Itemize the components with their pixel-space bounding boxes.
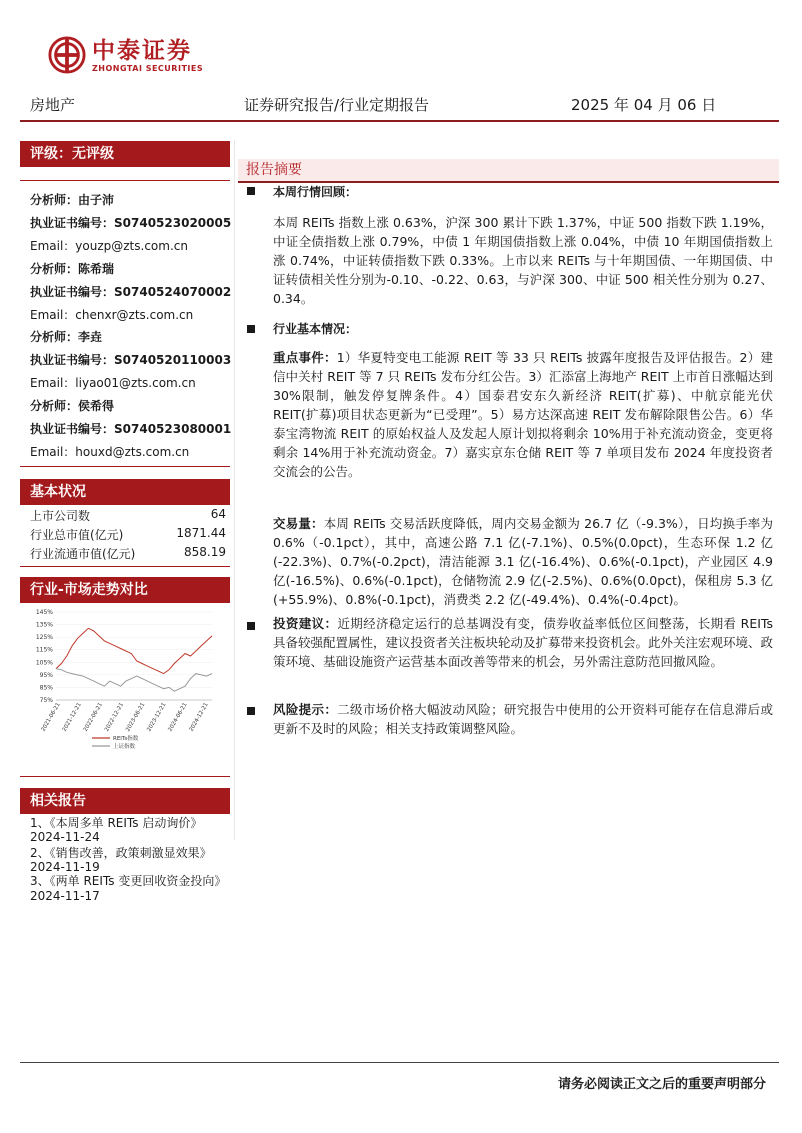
analyst-1-email[interactable]: Email：youzp@zts.com.cn bbox=[30, 239, 188, 253]
y-tick-label: 135% bbox=[35, 621, 53, 629]
report-date: 2025 年 04 月 06 日 bbox=[571, 96, 717, 114]
rating-divider bbox=[20, 180, 230, 181]
related-report-2[interactable]: 2、《销售改善，政策刺激显效果》 bbox=[30, 846, 212, 860]
logo-name-en: ZHONGTAI SECURITIES bbox=[92, 63, 204, 73]
events-paragraph: 重点事件：1）华夏特变电工能源 REIT 等 33 只 REITs 披露年度报告及评估报告。2）建信中关村 REIT 等 7 只 REITs 发布分红公告。3）汇添富上海地产 REIT 上市首日涨幅达到 30%限制，触发停复牌条件。4）国泰君安东久新经济 REIT(扩募)、中航京能光伏 REIT(扩募)项目状态更新为“已受理”。5）易方达深高速 REIT 发布解除限售公告。6）华泰宝湾物流 REIT 的原始权益人及发起人原计划拟将剩余 10%用于补充流动资金，变更将剩余 14%用于补充流动资金。7）嘉实京东仓储 REIT 等 7 单项目发布 2024 年度投资者交流会的公告。 bbox=[273, 350, 773, 479]
y-tick-label: 75% bbox=[39, 697, 53, 704]
industry-label: 房地产 bbox=[30, 96, 76, 114]
trend-chart bbox=[28, 606, 228, 766]
bullet-icon bbox=[247, 622, 255, 630]
stat-row-float-cap: 行业流通市值(亿元) 858.19 bbox=[30, 545, 226, 561]
chart-divider bbox=[20, 776, 230, 777]
review-paragraph: 本周 REITs 指数上涨 0.63%，沪深 300 累计下跌 1.37%，中证 500 指数下跌 1.19%，中证全债指数上涨 0.79%，中债 1 年期国债指数上涨 0.04%，中债 10 年期国债指数上涨 0.74%，中证转债指数下跌 0.33%。上市以来 REITs 与十年期国债、一年期国债、中证转债相关性分别为-0.10、-0.22、0.63，与沪深 300、中证 500 相关性分别为 0.27、0.34。 bbox=[273, 215, 773, 306]
stats-divider bbox=[20, 566, 230, 567]
series-line-2 bbox=[56, 669, 212, 692]
report-type: 证券研究报告/行业定期报告 bbox=[244, 96, 430, 114]
x-tick-label: 2022-06-21 bbox=[82, 702, 105, 733]
analyst-3-name: 分析师：李垚 bbox=[30, 330, 103, 344]
related-report-2-date: 2024-11-19 bbox=[30, 860, 100, 874]
analysts-divider bbox=[20, 466, 230, 467]
related-reports-title: 相关报告 bbox=[20, 788, 230, 814]
y-tick-label: 125% bbox=[35, 634, 53, 642]
x-tick-label: 2024-12-21 bbox=[188, 702, 210, 733]
related-report-3[interactable]: 3、《两单 REITs 变更回收资金投向》 bbox=[30, 874, 227, 888]
related-report-1[interactable]: 1、《本周多单 REITs 启动询价》 bbox=[30, 816, 203, 830]
rating-box: 评级：无评级 bbox=[20, 141, 230, 167]
x-tick-label: 2022-12-21 bbox=[103, 702, 126, 733]
x-tick-label: 2021-12-21 bbox=[61, 702, 83, 733]
basic-heading: 行业基本情况： bbox=[273, 322, 358, 336]
company-logo bbox=[48, 36, 203, 74]
related-report-1-date: 2024-11-24 bbox=[30, 830, 100, 844]
x-tick-label: 2021-06-21 bbox=[40, 702, 62, 733]
x-tick-label: 2023-12-21 bbox=[146, 702, 168, 733]
logo-mark-icon bbox=[48, 36, 86, 74]
x-tick-label: 2023-06-21 bbox=[125, 702, 147, 733]
analyst-2-name: 分析师：陈希瑞 bbox=[30, 262, 115, 276]
bullet-icon bbox=[247, 325, 255, 333]
y-tick-label: 145% bbox=[35, 609, 53, 616]
analyst-1-name: 分析师：由子沛 bbox=[30, 193, 115, 207]
header-divider bbox=[20, 120, 779, 122]
summary-header: 报告摘要 bbox=[238, 159, 779, 181]
legend-label: 上证指数 bbox=[113, 744, 136, 750]
bullet-icon bbox=[247, 707, 255, 715]
review-heading: 本周行情回顾： bbox=[273, 185, 358, 199]
stat-row-total-cap: 行业总市值(亿元) 1871.44 bbox=[30, 526, 226, 542]
y-tick-label: 95% bbox=[39, 671, 53, 679]
logo-name-cn: 中泰证券 bbox=[92, 37, 192, 64]
analyst-4-cert: 执业证书编号：S0740523080001 bbox=[30, 422, 232, 436]
trend-title: 行业-市场走势对比 bbox=[20, 577, 230, 603]
y-tick-label: 105% bbox=[35, 659, 53, 667]
risk-paragraph: 风险提示：二级市场价格大幅波动风险；研究报告中使用的公开资料可能存在信息滞后或更新不及时的风险；相关支持政策调整风险。 bbox=[273, 702, 773, 736]
analyst-3-cert: 执业证书编号：S0740520110003 bbox=[30, 353, 232, 367]
y-tick-label: 85% bbox=[39, 684, 53, 692]
volume-paragraph: 交易量：本周 REITs 交易活跃度降低，周内交易金额为 26.7 亿（-9.3%），日均换手率为 0.6%（-0.1pct），其中，高速公路 7.1 亿(-7.1%)、0.5%(0.0pct)，生态环保 1.2 亿(-22.3%)、0.7%(-0.2pct)，清洁能源 3.1 亿(-16.4%)、0.6%(-0.1pct)，产业园区 4.9 亿(-16.5%)、0.6%(-0.1pct)，仓储物流 2.9 亿(-2.5%)、0.6%(0.0pct)，保租房 5.3 亿(+55.9%)、0.8%(-0.1pct)，消费类 2.2 亿(-49.4%)、0.4%(-0.4pct)。 bbox=[273, 516, 773, 607]
analyst-4-email[interactable]: Email：houxd@zts.com.cn bbox=[30, 445, 190, 459]
column-separator bbox=[234, 140, 235, 840]
legend-label: REITs指数 bbox=[113, 736, 139, 742]
basic-status-title: 基本状况 bbox=[20, 479, 230, 505]
advice-paragraph: 投资建议：近期经济稳定运行的总基调没有变，债券收益率低位区间整荡，长期看 REITs 具备较强配置属性，建议投资者关注板块轮动及扩募带来投资机会。此外关注宏观环境、政策环境、基础设施资产运营基本面改善等带来的机会，另外需注意防范回撤风险。 bbox=[273, 616, 774, 669]
analyst-4-name: 分析师：侯希得 bbox=[30, 399, 115, 413]
x-tick-label: 2024-06-21 bbox=[167, 702, 189, 733]
footer-disclaimer: 请务必阅读正文之后的重要声明部分 bbox=[557, 1077, 766, 1092]
stat-row-listed: 上市公司数 64 bbox=[30, 507, 226, 523]
footer-divider bbox=[20, 1062, 779, 1063]
analyst-3-email[interactable]: Email：liyao01@zts.com.cn bbox=[30, 376, 196, 390]
related-report-3-date: 2024-11-17 bbox=[30, 889, 100, 903]
analyst-2-email[interactable]: Email：chenxr@zts.com.cn bbox=[30, 308, 194, 322]
bullet-icon bbox=[247, 187, 255, 195]
analyst-1-cert: 执业证书编号：S0740523020005 bbox=[30, 216, 232, 230]
series-line-1 bbox=[56, 628, 212, 673]
analyst-2-cert: 执业证书编号：S0740524070002 bbox=[30, 285, 232, 299]
y-tick-label: 115% bbox=[35, 646, 53, 654]
